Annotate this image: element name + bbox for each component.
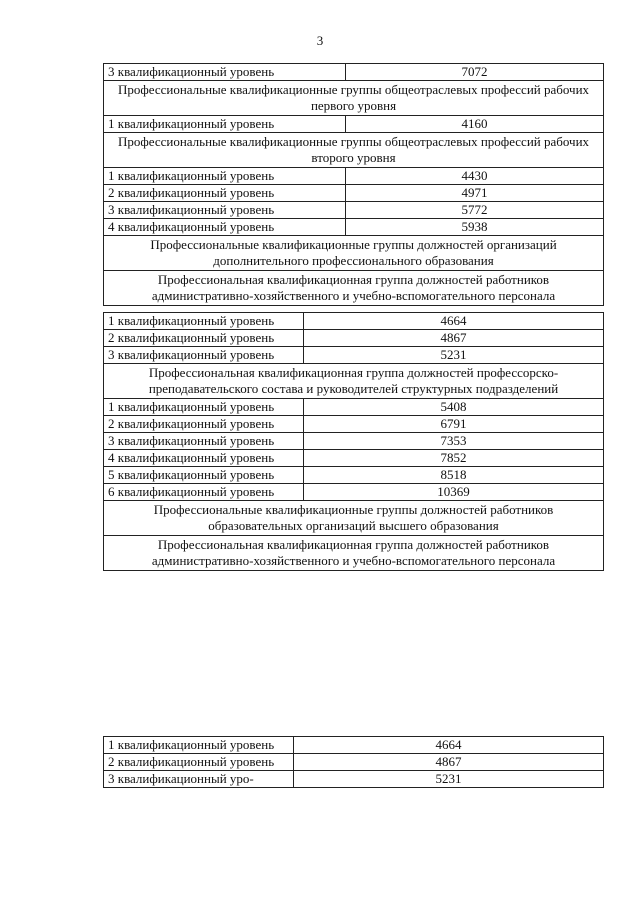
salary-value: 5938	[346, 219, 604, 236]
level-label: 3 квалификационный уро-	[104, 771, 294, 788]
table-row	[104, 330, 604, 347]
table-row	[104, 754, 604, 771]
table-row	[104, 484, 604, 501]
salary-value: 7353	[304, 433, 604, 450]
salary-value: 8518	[304, 467, 604, 484]
group-header: Профессиональные квалификационные группы общеотраслевых профессий рабочих второго уровня	[104, 133, 604, 168]
group-header: Профессиональная квалификационная группа должностей работников административно-хозяйственного и учебно-вспомогательного персонала	[104, 271, 604, 306]
page-number: 3	[316, 33, 324, 48]
level-label: 3 квалификационный уровень	[104, 433, 304, 450]
group-header-row	[104, 133, 604, 168]
table-section-3	[103, 736, 604, 788]
table-row	[104, 467, 604, 484]
salary-value: 4160	[346, 116, 604, 133]
level-label: 1 квалификационный уровень	[104, 313, 304, 330]
group-header: Профессиональные квалификационные группы должностей организаций дополнительного профессионального образования	[104, 236, 604, 271]
salary-value: 5772	[346, 202, 604, 219]
salary-value: 5231	[294, 771, 604, 788]
group-header-row	[104, 81, 604, 116]
salary-value: 7852	[304, 450, 604, 467]
table-row	[104, 116, 604, 133]
group-header: Профессиональные квалификационные группы должностей работников образовательных организаций высшего образования	[104, 501, 604, 536]
level-label: 3 квалификационный уровень	[104, 64, 346, 81]
table-row	[104, 313, 604, 330]
salary-value: 4664	[304, 313, 604, 330]
level-label: 2 квалификационный уровень	[104, 416, 304, 433]
salary-value: 4430	[346, 168, 604, 185]
table-row	[104, 433, 604, 450]
table-row	[104, 202, 604, 219]
level-label: 1 квалификационный уровень	[104, 116, 346, 133]
level-label: 3 квалификационный уровень	[104, 202, 346, 219]
group-header: Профессиональная квалификационная группа должностей работников административно-хозяйственного и учебно-вспомогательного персонала	[104, 536, 604, 571]
table-row	[104, 219, 604, 236]
group-header-row	[104, 364, 604, 399]
level-label: 2 квалификационный уровень	[104, 185, 346, 202]
level-label: 1 квалификационный уровень	[104, 168, 346, 185]
table-row	[104, 416, 604, 433]
table-row	[104, 185, 604, 202]
table-section-2	[103, 312, 604, 571]
level-label: 2 квалификационный уровень	[104, 330, 304, 347]
salary-value: 6791	[304, 416, 604, 433]
group-header-row	[104, 236, 604, 271]
salary-value: 5231	[304, 347, 604, 364]
level-label: 1 квалификационный уровень	[104, 737, 294, 754]
table-row	[104, 737, 604, 754]
group-header-row	[104, 271, 604, 306]
table-row	[104, 450, 604, 467]
level-label: 4 квалификационный уровень	[104, 219, 346, 236]
table-row	[104, 771, 604, 788]
salary-value: 10369	[304, 484, 604, 501]
table-section-1	[103, 63, 604, 306]
salary-value: 5408	[304, 399, 604, 416]
table-row	[104, 399, 604, 416]
level-label: 6 квалификационный уровень	[104, 484, 304, 501]
table-row	[104, 347, 604, 364]
group-header: Профессиональные квалификационные группы общеотраслевых профессий рабочих первого уровня	[104, 81, 604, 116]
level-label: 3 квалификационный уровень	[104, 347, 304, 364]
table-row	[104, 168, 604, 185]
level-label: 5 квалификационный уровень	[104, 467, 304, 484]
salary-value: 4971	[346, 185, 604, 202]
table-row	[104, 64, 604, 81]
group-header-row	[104, 536, 604, 571]
level-label: 4 квалификационный уровень	[104, 450, 304, 467]
salary-value: 4867	[294, 754, 604, 771]
level-label: 1 квалификационный уровень	[104, 399, 304, 416]
group-header-row	[104, 501, 604, 536]
salary-value: 7072	[346, 64, 604, 81]
group-header: Профессиональная квалификационная группа должностей профессорско-преподавательского состава и руководителей структурных подразделений	[104, 364, 604, 399]
salary-value: 4664	[294, 737, 604, 754]
level-label: 2 квалификационный уровень	[104, 754, 294, 771]
salary-value: 4867	[304, 330, 604, 347]
